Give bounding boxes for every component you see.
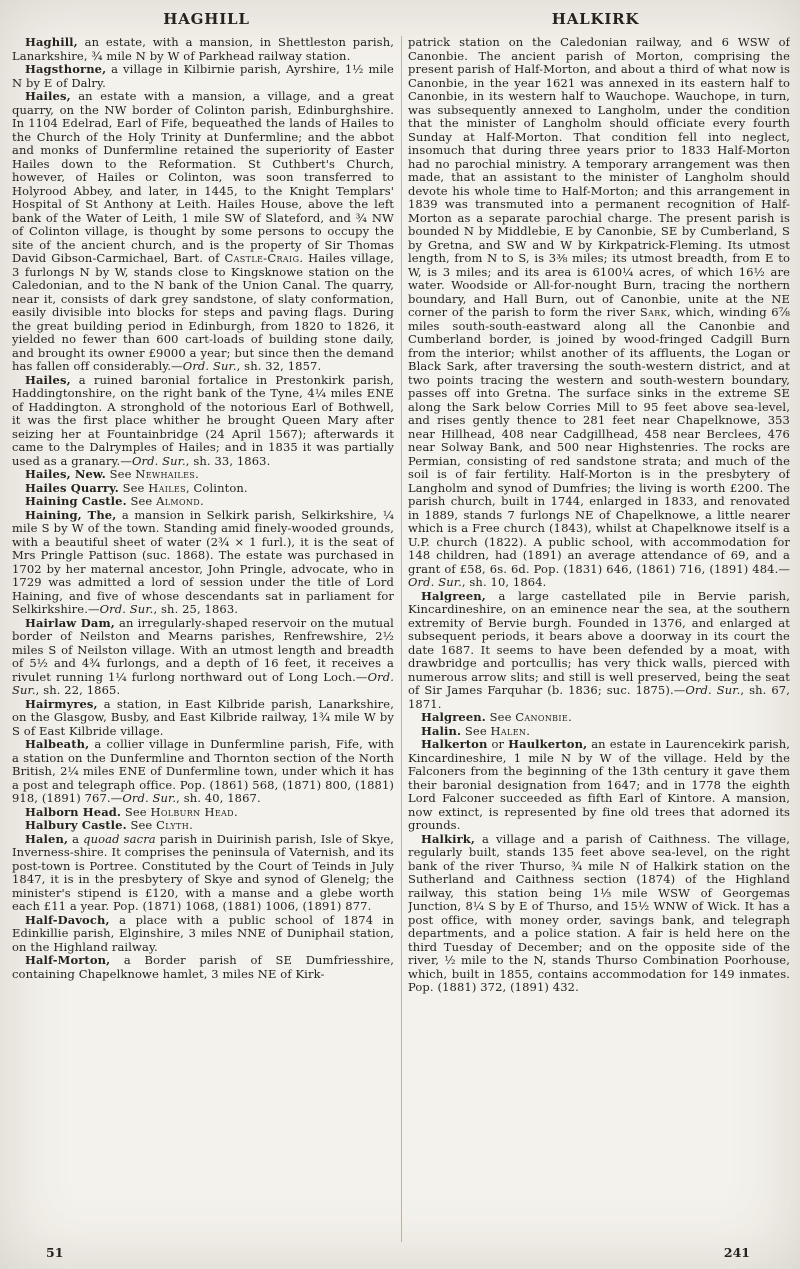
entry-paragraph	[12, 833, 394, 914]
column-divider	[401, 36, 402, 1242]
text-segment: Ord. Sur.	[408, 575, 462, 589]
entry-paragraph	[408, 711, 790, 725]
text-segment: .	[195, 467, 199, 481]
text-segment: .	[189, 818, 193, 832]
entry-paragraph	[12, 819, 394, 833]
entry-paragraph	[12, 36, 394, 63]
text-segment: , which, winding 6⅞ miles south-south-eastward along all the Canonbie and Cumberland border, is joined by wood-fringed Cadgill Burn from the interior; whilst another of its affluents, the Logan or Black Sark, after traversing the south-western district, and at two points tracing the western and south-western boundary, passes off into Gretna. The surface sinks in the extreme SE along the Sark below Corries Mill to 95 feet above sea-level, and rises gently thence to 281 feet near Chapelknowe, 353 near Hillhead, 408 near Cadgillhead, 458 near Berclees, 476 near Solway Bank, and 500 near Highstenries. The rocks are Permian, consisting of red sandstone strata; and much of the soil is of fair fertility. Half-Morton is in the presbytery of Langholm and synod of Dumfries; the living is worth £200. The parish church, built in 1744, enlarged in 1833, and renovated in 1889, stands 7 furlongs NE of Chapelknowe, a little nearer which is a Free church (1843), whilst at Chapelknowe itself is a U.P. church (1822). A public school, with accommodation for 148 children, had (1891) an average attendance of 69, and a grant of £58, 6s. 6d. Pop. (1831) 646, (1861) 716, (1891) 484.—	[408, 305, 790, 576]
running-head-left: HAGHILL	[163, 10, 250, 28]
text-segment: Halkirk,	[421, 831, 476, 846]
text-segment: Ord. Sur.	[182, 359, 237, 373]
text-segment: a village and a parish of Caithness. The village, regularly built, stands 135 feet above sea-level, on the right bank of the river Thurso, ¾ mile N of Halkirk station on the Sutherland and Caithness section (1874) of the Highland railway, this station being 1⅓ mile WSW of Georgemas Junction, 8¼ S by E of Thurso, and 15½ WNW of Wick. It has a post office, with money order, savings bank, and telegraph departments, and a police station. A fair is held here on the third Tuesday of December; and on the opposite side of the river, ½ mile to the N, stands Thurso Combination Poorhouse, which, built in 1855, contains accommodation for 149 inmates. Pop. (1881) 372, (1891) 432.	[408, 831, 790, 994]
text-segment: Halbeath,	[25, 737, 90, 751]
text-segment: , sh. 33, 1863.	[185, 453, 271, 468]
text-segment: Hagsthorne,	[25, 62, 107, 76]
text-segment: Sark	[639, 305, 667, 319]
entry-paragraph	[12, 482, 394, 496]
entry-paragraph	[12, 63, 394, 90]
text-segment: or	[487, 737, 509, 751]
entry-paragraph	[12, 468, 394, 482]
text-segment: See	[126, 494, 157, 508]
text-segment: an irregularly-shaped reservoir on the mutual border of Neilston and Mearns parishes, Renfrewshire, 2½ miles S of Neilston village. With an utmost length and breadth of 5½ and 4¾ furlongs, and a depth of 16 feet, it receives a rivulet running 1¼ furlong northward out of Long Loch.—	[12, 615, 394, 684]
text-segment: Ord. Sur.	[99, 602, 154, 616]
text-segment: . Hailes village, 3 furlongs N by W, stands close to Kingsknowe station on the Caledonian, and to the N bank of the Union Canal. The quarry, near it, consists of dark grey sandstone, of slaty conformation, easily divisible into blocks for steps and paving flags. During the great building period in Edinburgh, from 1820 to 1826, it yielded no fewer than 600 cart-loads of building stone daily, and brought its owner £9000 a year; but since then the demand has fallen off considerably.—	[12, 251, 394, 373]
entry-paragraph	[12, 374, 394, 469]
text-segment: a	[68, 831, 84, 846]
text-segment: a collier village in Dunfermline parish, Fife, with a station on the Dunfermline and Thornton section of the North British, 2¼ miles ENE of Dunfermline town, under which it has a post and telegraph office. Pop. (1861) 568, (1871) 800, (1881) 918, (1891) 767.—	[12, 737, 394, 805]
text-segment: , Colinton.	[185, 480, 248, 495]
text-segment: Almond	[156, 494, 200, 508]
text-segment: a ruined baronial fortalice in Prestonkirk parish, Haddingtonshire, on the right bank of the Tyne, 4¼ miles ENE of Haddington. A stronghold of the notorious Earl of Bothwell, it was the first place whither he brought Queen Mary after seizing her at Fountainbridge (24 April 1567); afterwards it came to the Dalrymples of Hailes; and in 1835 it was partially used as a granary.—	[12, 372, 394, 468]
text-segment: Halbury Castle.	[25, 818, 127, 832]
text-segment: , sh. 22, 1865.	[35, 683, 121, 697]
text-segment: Haining, The,	[25, 507, 117, 522]
text-segment: Castle-Craig	[224, 251, 300, 265]
text-segment: See	[121, 804, 151, 819]
text-segment: a Border parish of SE Dumfriesshire, containing Chapelknowe hamlet, 3 miles NE of Kirk-	[12, 953, 394, 981]
entry-paragraph	[12, 617, 394, 698]
text-segment: an estate in Laurencekirk parish, Kincardineshire, 1 mile N by W of the village. Held by the Falconers from the beginning of the 13th century it gave them their baronial designation from 1647; and in 1778 the eighth Lord Falconer succeeded as fifth Earl of Kintore. A mansion, now extinct, is represented by fine old trees that adorned its grounds.	[408, 737, 790, 832]
text-columns	[12, 36, 790, 1242]
text-segment: Half-Davoch,	[25, 912, 110, 927]
text-segment: See	[485, 710, 516, 724]
entry-paragraph	[12, 954, 394, 981]
text-segment: Halen,	[25, 831, 69, 846]
entry-paragraph	[408, 738, 790, 833]
entry-paragraph	[12, 90, 394, 374]
text-segment: See	[126, 818, 157, 832]
text-segment: Hailes,	[25, 89, 71, 103]
text-segment: Halin.	[421, 723, 462, 738]
text-segment: Hailes Quarry.	[25, 480, 119, 495]
text-segment: , sh. 40, 1867.	[176, 791, 261, 805]
entry-paragraph	[12, 509, 394, 617]
text-segment: Hailes	[148, 480, 186, 495]
text-segment: , sh. 10, 1864.	[461, 575, 547, 589]
text-segment: .	[526, 723, 531, 738]
entry-paragraph	[408, 725, 790, 739]
text-segment: , sh. 25, 1863.	[153, 602, 239, 616]
text-column-left	[12, 36, 394, 1238]
text-segment: Canonbie	[515, 710, 569, 724]
text-segment: parish in Duirinish parish, Isle of Skye, Inverness-shire. It comprises the peninsula of Vaternish, and its post-town is Portree. Constituted by the Court of Teinds in July 1847, it is in the presbytery of Skye and synod of Glenelg; the minister's stipend is £120, with a manse and a glebe worth each £11 a year. Pop. (1871) 1068, (1881) 1006, (1891) 877.	[12, 831, 394, 913]
text-segment: Haulkerton,	[508, 737, 588, 751]
entry-paragraph	[12, 806, 394, 820]
text-column-right	[408, 36, 790, 1238]
text-segment: Hailes,	[25, 372, 71, 387]
text-segment: Hairlaw Dam,	[25, 615, 115, 630]
text-segment: an estate with a mansion, a village, and a great quarry, on the NW border of Colinton parish, Edinburghshire. In 1104 Edelrad, Earl of Fife, bequeathed the lands of Hailes to the Church of the Holy Trinity at Dunfermline; and the abbot and monks of Dunfermline retained the superiority of Easter Hailes down to the Reformation. St Cuthbert's Church, however, of Hailes or Colinton, was soon transferred to Holyrood Abbey, and later, in 1445, to the Knight Templars' Hospital of St Anthony at Leith. Hailes House, above the left bank of the Water of Leith, 1 mile SW of Slateford, and ¾ NW of Colinton village, is thought by some persons to occupy the site of the ancient church, and is the property of Sir Thomas David Gibson-Carmichael, Bart. of	[12, 89, 394, 265]
text-segment: .	[568, 710, 572, 724]
text-segment: See	[118, 480, 149, 495]
text-segment: Ord. Sur.	[131, 453, 186, 468]
text-segment: Newhailes	[135, 467, 196, 481]
text-segment: Halgreen,	[421, 588, 486, 603]
text-segment: .	[200, 494, 204, 508]
running-heads	[12, 10, 790, 28]
entry-paragraph	[12, 738, 394, 806]
entry-paragraph	[408, 833, 790, 995]
text-segment: Halgreen.	[421, 710, 486, 724]
text-segment: quoad sacra	[83, 831, 156, 846]
text-segment: Halborn Head.	[25, 804, 122, 819]
running-head-right: HALKIRK	[551, 10, 640, 28]
text-segment: a large castellated pile in Bervie parish, Kincardineshire, on an eminence near the sea, at the southern extremity of Bervie burgh. Founded in 1376, and enlarged at subsequent periods, it bears above a doorway in its court the date 1687. It seems to have been defended by a moat, with drawbridge and portcullis; has very thick walls, pierced with numerous arrow slits; and still is well preserved, being the seat of Sir James Farquhar (b. 1836; suc. 1875).—	[408, 588, 790, 697]
entry-paragraph	[12, 495, 394, 509]
text-segment: Half-Morton,	[25, 953, 111, 967]
text-segment: Ord. Sur.	[685, 683, 741, 697]
text-segment: Clyth	[156, 818, 190, 832]
entry-paragraph	[408, 36, 790, 590]
entry-paragraph	[12, 698, 394, 739]
text-segment: Holburn Head	[150, 804, 234, 819]
text-segment: .	[233, 804, 238, 819]
text-segment: a place with a public school of 1874 in Edinkillie parish, Elginshire, 3 miles NNE of Duniphail station, on the Highland railway.	[12, 912, 394, 954]
text-segment: Ord. Sur.	[12, 669, 394, 697]
text-segment: Haining Castle.	[25, 494, 127, 508]
text-segment: a mansion in Selkirk parish, Selkirkshire, ¼ mile S by W of the town. Standing amid finely-wooded grounds, with a beautiful sheet of water (2¾ × 1 furl.), it is the seat of Mrs Pringle Pattison (suc. 1868). The estate was purchased in 1702 by her maternal ancestor, John Pringle, advocate, who in 1729 was admitted a lord of session under the title of Lord Haining, and five of whose descendants sat in parliament for Selkirkshire.—	[12, 507, 394, 616]
text-segment: Hairmyres,	[25, 696, 98, 711]
text-segment: See	[461, 723, 491, 738]
text-segment: an estate, with a mansion, in Shettleston parish, Lanarkshire, ¾ mile N by W of Parkhead railway station.	[12, 36, 394, 63]
text-segment: Halen	[490, 723, 527, 738]
text-segment: patrick station on the Caledonian railway, and 6 WSW of Canonbie. The ancient parish of Morton, comprising the present parish of Half-Morton, and about a third of what now is Canonbie, in the year 1621 was annexed in its eastern half to Canonbie, in its western half to Wauchope. Wauchope, in turn, was subsequently annexed to Langholm, under the condition that the minister of Langholm should officiate every fourth Sunday at Half-Morton. That condition fell into neglect, insomuch that during three years prior to 1833 Half-Morton had no parochial ministry. A temporary arrangement was then made, that an assistant to the minister of Langholm should devote his whole time to Half-Morton; and this arrangement in 1839 was transmuted into a permanent recognition of Half-Morton as a separate parochial charge. The present parish is bounded N by Middlebie, E by Canonbie, SE by Cumberland, S by Gretna, and SW and W by Kirkpatrick-Fleming. Its utmost length, from N to S, is 3⅜ miles; its utmost breadth, from E to W, is 3 miles; and its area is 6100¼ acres, of which 16½ are water. Woodside or All-for-nought Burn, tracing the northern boundary, and Hall Burn, out of Canonbie, unite at the NE corner of the parish to form the river	[408, 36, 790, 319]
text-segment: See	[105, 467, 136, 481]
text-segment: Hailes, New.	[25, 467, 106, 481]
text-segment: a village in Kilbirnie parish, Ayrshire, 1½ mile N by E of Dalry.	[12, 62, 394, 90]
text-segment: Halkerton	[421, 737, 488, 751]
entry-paragraph	[408, 590, 790, 712]
text-segment: a station, in East Kilbride parish, Lanarkshire, on the Glasgow, Busby, and East Kilbride railway, 1¾ mile W by S of East Kilbride village.	[12, 696, 394, 738]
entry-paragraph	[12, 914, 394, 955]
text-segment: , sh. 32, 1857.	[236, 359, 322, 373]
text-segment: , sh. 67, 1871.	[408, 683, 790, 711]
text-segment: Ord. Sur.	[122, 791, 177, 805]
page-number-left: 51	[46, 1245, 64, 1260]
text-segment: Haghill,	[25, 36, 78, 49]
page-number-right: 241	[723, 1245, 750, 1260]
